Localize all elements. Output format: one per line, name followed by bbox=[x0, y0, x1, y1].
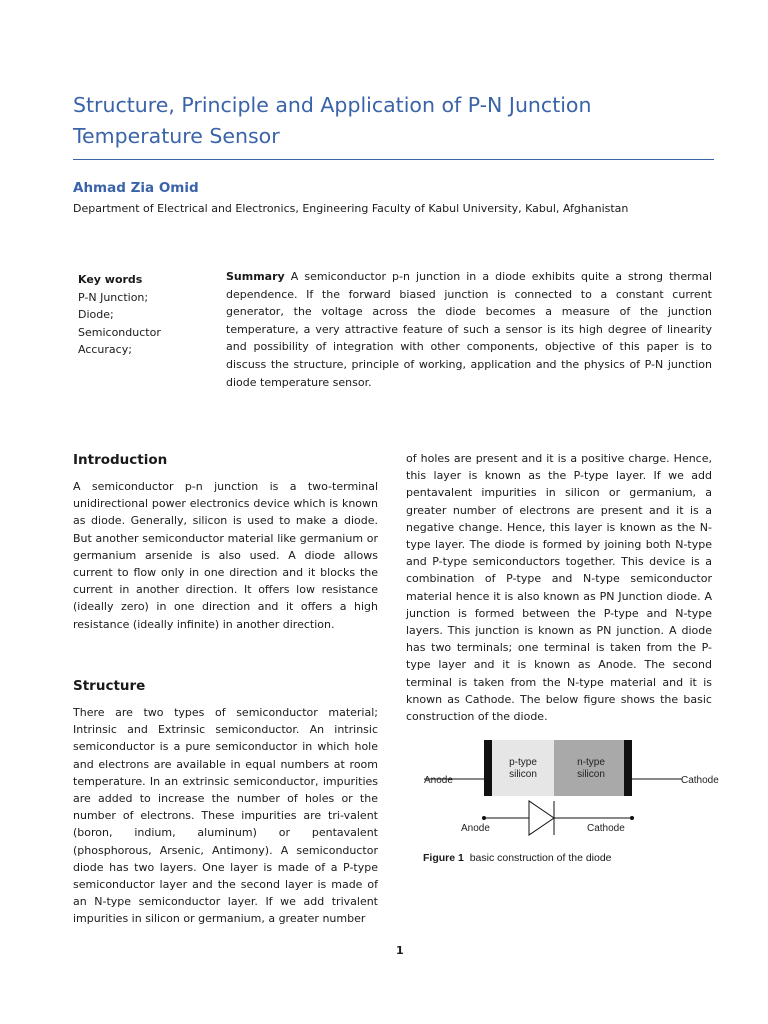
symbol-anode-dot bbox=[482, 816, 486, 820]
ntype-label: silicon bbox=[577, 769, 605, 780]
symbol-anode-label: Anode bbox=[461, 823, 490, 834]
introduction-heading: Introduction bbox=[73, 452, 168, 468]
ntype-region bbox=[554, 740, 624, 796]
symbol-cathode-dot bbox=[630, 816, 634, 820]
summary-label: Summary bbox=[226, 270, 285, 283]
structure-paragraph: There are two types of semiconductor material; Intrinsic and Extrinsic semiconductor. An intrinsic semiconductor is a pure semiconductor in which hole and electrons are available in equal numbers at room temperature. In an extrinsic semiconductor, impurities are added to increase the number of holes or the number of electrons. These impurities are tri-valent (boron, indium, aluminum) or pentavalent (phosphorous, Arsenic, Antimony). A semiconductor diode has two layers. One layer is made of a P-type semiconductor layer and the second layer is made of an N-type semiconductor layer. If we add trivalent impurities in silicon or germanium, a greater number bbox=[73, 706, 378, 926]
cathode-label: Cathode bbox=[681, 775, 719, 786]
title-divider bbox=[73, 159, 714, 160]
ntype-label: n-type bbox=[577, 757, 605, 768]
keywords-heading: Key words bbox=[78, 273, 143, 286]
figure-caption-label: Figure 1 bbox=[423, 852, 464, 864]
keyword-item: P-N Junction; bbox=[78, 290, 149, 304]
keyword-item: Semiconductor bbox=[78, 325, 161, 339]
symbol-cathode-label: Cathode bbox=[587, 823, 625, 834]
anode-terminal bbox=[484, 740, 492, 796]
author-affiliation: Department of Electrical and Electronics, Engineering Faculty of Kabul University, Kabul, Afghanistan bbox=[73, 202, 629, 215]
paper-title: Structure, Principle and Application of P-N Junction Temperature Sensor bbox=[73, 93, 592, 148]
figure-caption-text: basic construction of the diode bbox=[469, 852, 612, 864]
diode-triangle bbox=[529, 801, 554, 835]
author-name: Ahmad Zia Omid bbox=[73, 180, 199, 196]
page-number: 1 bbox=[396, 944, 404, 957]
ptype-label: silicon bbox=[509, 769, 537, 780]
cathode-terminal bbox=[624, 740, 632, 796]
keyword-item: Diode; bbox=[78, 308, 114, 322]
figure-caption bbox=[423, 852, 612, 864]
keyword-item: Accuracy; bbox=[78, 343, 132, 357]
keywords-block bbox=[78, 271, 208, 359]
introduction-paragraph: A semiconductor p-n junction is a two-terminal unidirectional power electronics device which is known as diode. Generally, silicon is used to make a diode. But another semiconductor material like germanium or germanium arsenide is also used. A diode allows current to flow only in one direction and it blocks the current in another direction. It offers low resistance (ideally zero) in one direction and it offers a high resistance (ideally infinite) in another direction. bbox=[73, 480, 378, 631]
summary-text: A semiconductor p-n junction in a diode exhibits quite a strong thermal dependence. If the forward biased junction is connected to a constant current generator, the voltage across the diode becomes a measure of the junction temperature, a very attractive feature of such a sensor is its high degree of linearity and possibility of integration with other components, objective of this paper is to discuss the structure, principle of working, application and the physics of P-N junction diode temperature sensor. bbox=[226, 270, 712, 389]
anode-label: Anode bbox=[424, 775, 453, 786]
structure-paragraph-continued: of holes are present and it is a positive charge. Hence, this layer is known as the P-type layer. If we add pentavalent impurities in silicon or germanium, a greater number of electrons are present and it is a negative change. Hence, this layer is known as the N-type layer. The diode is formed by joining both N-type and P-type semiconductors together. This device is a combination of P-type and N-type semiconductor material hence it is also known as PN Junction diode. A junction is formed between the P-type and N-type layers. This junction is known as PN junction. A diode has two terminals; one terminal is taken from the P-type layer and it is known as Anode. The second terminal is taken from the N-type material and it is known as Cathode. The below figure shows the basic construction of the diode. bbox=[406, 452, 712, 724]
summary-paragraph bbox=[226, 268, 712, 391]
ptype-label: p-type bbox=[509, 757, 537, 768]
ptype-region bbox=[492, 740, 554, 796]
structure-heading: Structure bbox=[73, 678, 146, 694]
